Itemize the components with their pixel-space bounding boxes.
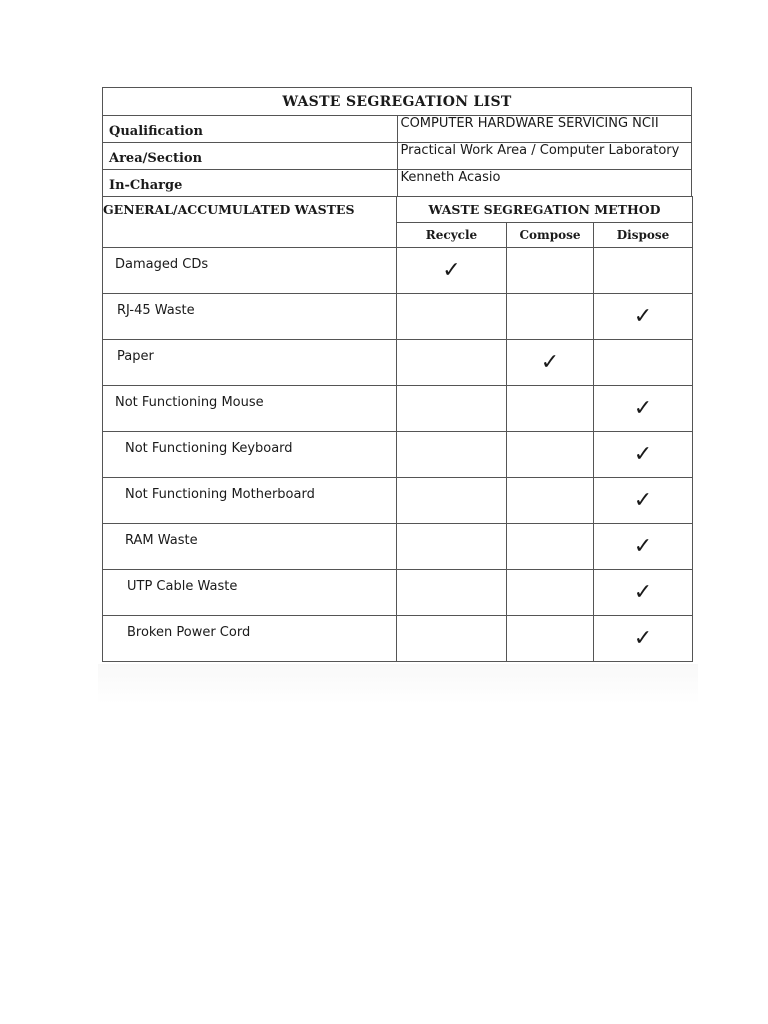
info-label: Qualification	[109, 124, 203, 139]
table-row	[103, 386, 693, 432]
waste-item-label: Not Functioning Mouse	[115, 395, 264, 410]
checkmark-icon: ✓	[633, 441, 653, 467]
info-row-in-charge	[103, 170, 692, 197]
info-value: Kenneth Acasio	[400, 170, 501, 185]
info-label: In-Charge	[109, 178, 183, 193]
method-cell-compose	[507, 478, 594, 524]
table-row	[103, 524, 693, 570]
method-cell-compose	[507, 432, 594, 478]
method-cell-compose	[507, 386, 594, 432]
method-cell-recycle	[397, 340, 507, 386]
waste-item-label: RAM Waste	[125, 533, 198, 548]
checkmark-icon: ✓	[633, 579, 653, 605]
info-label: Area/Section	[109, 151, 203, 166]
table-row	[103, 432, 693, 478]
table-row	[103, 340, 693, 386]
checkmark-icon: ✓	[540, 349, 560, 375]
wastes-column-header: GENERAL/ACCUMULATED WASTES	[103, 197, 397, 248]
checkmark-icon: ✓	[633, 625, 653, 651]
method-cell-recycle	[397, 524, 507, 570]
waste-item-label: UTP Cable Waste	[127, 579, 238, 594]
table-row	[103, 570, 693, 616]
method-cell-recycle	[397, 248, 507, 294]
method-cell-recycle	[397, 294, 507, 340]
checkmark-icon: ✓	[442, 257, 461, 283]
info-table	[102, 87, 692, 197]
info-row-area-section	[103, 143, 692, 170]
info-value: Practical Work Area / Computer Laboratory	[400, 143, 680, 158]
document-title: WASTE SEGREGATION LIST	[103, 88, 692, 116]
method-header-compose: Compose	[507, 223, 594, 248]
method-cell-dispose	[594, 386, 693, 432]
waste-item-label: Broken Power Cord	[127, 625, 251, 640]
table-row	[103, 478, 693, 524]
method-cell-dispose	[594, 248, 693, 294]
method-cell-recycle	[397, 616, 507, 662]
method-cell-compose	[507, 248, 594, 294]
method-cell-compose	[507, 294, 594, 340]
waste-item-label: Not Functioning Motherboard	[125, 487, 315, 502]
method-cell-compose	[507, 524, 594, 570]
method-cell-dispose	[594, 570, 693, 616]
checkmark-icon: ✓	[633, 395, 653, 421]
method-cell-recycle	[397, 478, 507, 524]
method-header-dispose: Dispose	[594, 223, 693, 248]
waste-table	[102, 196, 693, 662]
method-cell-dispose	[594, 478, 693, 524]
checkmark-icon: ✓	[633, 303, 653, 329]
method-cell-recycle	[397, 570, 507, 616]
method-cell-recycle	[397, 432, 507, 478]
method-cell-compose	[507, 340, 594, 386]
method-cell-dispose	[594, 432, 693, 478]
method-cell-dispose	[594, 524, 693, 570]
method-cell-dispose	[594, 616, 693, 662]
info-row-qualification	[103, 116, 692, 143]
method-header-recycle: Recycle	[397, 223, 507, 248]
waste-segregation-sheet	[102, 87, 692, 662]
method-cell-dispose	[594, 294, 693, 340]
checkmark-icon: ✓	[633, 487, 653, 513]
table-row	[103, 248, 693, 294]
waste-item-label: Paper	[117, 349, 154, 364]
method-cell-compose	[507, 616, 594, 662]
method-cell-compose	[507, 570, 594, 616]
waste-item-label: Damaged CDs	[115, 257, 209, 272]
table-row	[103, 616, 693, 662]
table-row	[103, 294, 693, 340]
waste-rows	[103, 248, 693, 662]
method-column-header: WASTE SEGREGATION METHOD	[397, 197, 693, 223]
waste-item-label: RJ-45 Waste	[117, 303, 195, 318]
method-cell-recycle	[397, 386, 507, 432]
method-cell-dispose	[594, 340, 693, 386]
checkmark-icon: ✓	[633, 533, 653, 559]
scan-shadow	[98, 664, 698, 704]
waste-item-label: Not Functioning Keyboard	[125, 441, 293, 456]
info-value: COMPUTER HARDWARE SERVICING NCII	[400, 116, 659, 131]
